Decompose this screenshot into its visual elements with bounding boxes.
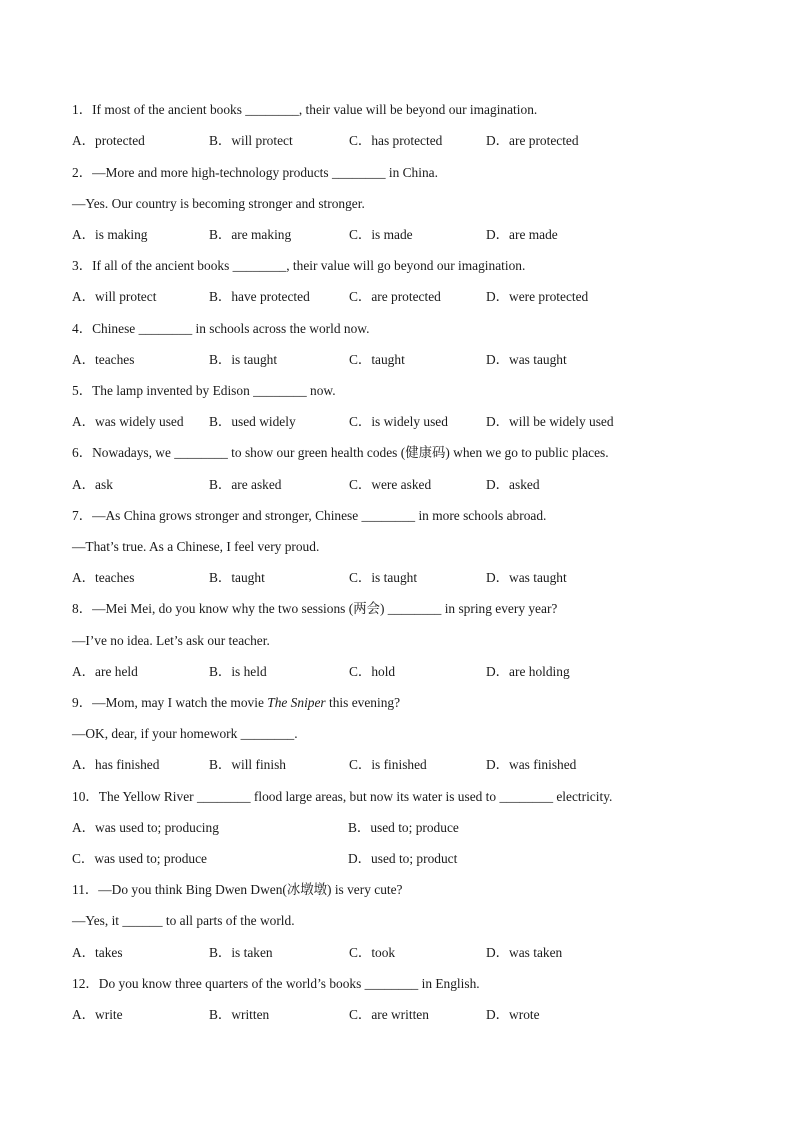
option-c: C．was used to; produce [72, 851, 207, 866]
question-8-stem: 8．—Mei Mei, do you know why the two sessions (两会) ________ in spring every year? [72, 601, 558, 616]
question-3-options [72, 288, 772, 306]
option-d: D．are holding [486, 664, 570, 679]
option-b: B．is taught [209, 352, 278, 367]
option-b: B．are making [209, 227, 292, 242]
question-1-options [72, 132, 772, 150]
option-d: D．was finished [486, 757, 577, 772]
question-9-stem-after: this evening? [325, 695, 401, 710]
option-a: A．teaches [72, 570, 135, 585]
option-a: A．write [72, 1007, 123, 1022]
question-4-options [72, 351, 772, 369]
question-10-options-row2 [72, 850, 772, 868]
option-c: C．took [349, 945, 396, 960]
option-d: D．was taught [486, 570, 567, 585]
question-9-options [72, 756, 772, 774]
question-1-stem: 1．If most of the ancient books ________, their value will be beyond our imagination. [72, 102, 538, 117]
option-d: D．used to; product [348, 851, 458, 866]
question-8-options [72, 663, 772, 681]
option-c: C．are written [349, 1007, 429, 1022]
option-b: B．have protected [209, 289, 310, 304]
option-b: B．used widely [209, 414, 296, 429]
option-a: A．will protect [72, 289, 157, 304]
option-b: B．are asked [209, 477, 282, 492]
question-2-options [72, 226, 772, 244]
question-10-options-row1 [72, 819, 772, 837]
question-7-stem: 7．—As China grows stronger and stronger, Chinese ________ in more schools abroad. [72, 508, 547, 523]
option-b: B．will protect [209, 133, 293, 148]
option-d: D．were protected [486, 289, 589, 304]
option-d: D．was taught [486, 352, 567, 367]
question-11-stem: 11．—Do you think Bing Dwen Dwen(冰墩墩) is very cute? [72, 882, 403, 897]
question-9-stem-before: 9．—Mom, may I watch the movie [72, 695, 268, 710]
option-a: A．was widely used [72, 414, 184, 429]
option-b: B．will finish [209, 757, 287, 772]
option-d: D．was taken [486, 945, 563, 960]
option-b: B．used to; produce [348, 820, 459, 835]
movie-title: The Sniper [267, 695, 326, 710]
option-c: C．has protected [349, 133, 443, 148]
question-2-reply: —Yes. Our country is becoming stronger and stronger. [72, 196, 365, 211]
question-12-options [72, 1006, 772, 1024]
option-b: B．written [209, 1007, 270, 1022]
question-11-reply: —Yes, it ______ to all parts of the world. [72, 913, 295, 928]
option-a: A．is making [72, 227, 148, 242]
option-a: A．protected [72, 133, 145, 148]
option-c: C．taught [349, 352, 405, 367]
option-a: A．ask [72, 477, 113, 492]
option-c: C．is widely used [349, 414, 448, 429]
question-9-stem [72, 694, 754, 712]
question-9-reply: —OK, dear, if your homework ________. [72, 726, 298, 741]
option-a: A．are held [72, 664, 138, 679]
question-6-stem: 6．Nowadays, we ________ to show our green health codes (健康码) when we go to public places. [72, 445, 609, 460]
option-d: D．will be widely used [486, 414, 614, 429]
option-c: C．is finished [349, 757, 427, 772]
question-6-options [72, 476, 772, 494]
option-b: B．is held [209, 664, 267, 679]
option-c: C．is taught [349, 570, 418, 585]
question-7-reply: —That’s true. As a Chinese, I feel very proud. [72, 539, 320, 554]
option-c: C．hold [349, 664, 396, 679]
question-7-options [72, 569, 772, 587]
option-a: A．takes [72, 945, 123, 960]
question-12-stem: 12．Do you know three quarters of the world’s books ________ in English. [72, 976, 480, 991]
question-2-stem: 2．—More and more high-technology products ________ in China. [72, 165, 438, 180]
question-8-reply: —I’ve no idea. Let’s ask our teacher. [72, 633, 270, 648]
option-b: B．taught [209, 570, 265, 585]
option-c: C．is made [349, 227, 413, 242]
option-b: B．is taken [209, 945, 273, 960]
option-d: D．are protected [486, 133, 579, 148]
option-d: D．asked [486, 477, 540, 492]
option-d: D．wrote [486, 1007, 540, 1022]
question-10-stem: 10．The Yellow River ________ flood large areas, but now its water is used to ________ electricity. [72, 789, 613, 804]
question-3-stem: 3．If all of the ancient books ________, their value will go beyond our imagination. [72, 258, 526, 273]
option-a: A．teaches [72, 352, 135, 367]
option-c: C．were asked [349, 477, 432, 492]
question-5-stem: 5．The lamp invented by Edison ________ now. [72, 383, 336, 398]
question-4-stem: 4．Chinese ________ in schools across the world now. [72, 321, 370, 336]
option-c: C．are protected [349, 289, 441, 304]
option-a: A．was used to; producing [72, 820, 219, 835]
question-11-options [72, 944, 772, 962]
question-5-options [72, 413, 772, 431]
option-d: D．are made [486, 227, 558, 242]
option-a: A．has finished [72, 757, 160, 772]
